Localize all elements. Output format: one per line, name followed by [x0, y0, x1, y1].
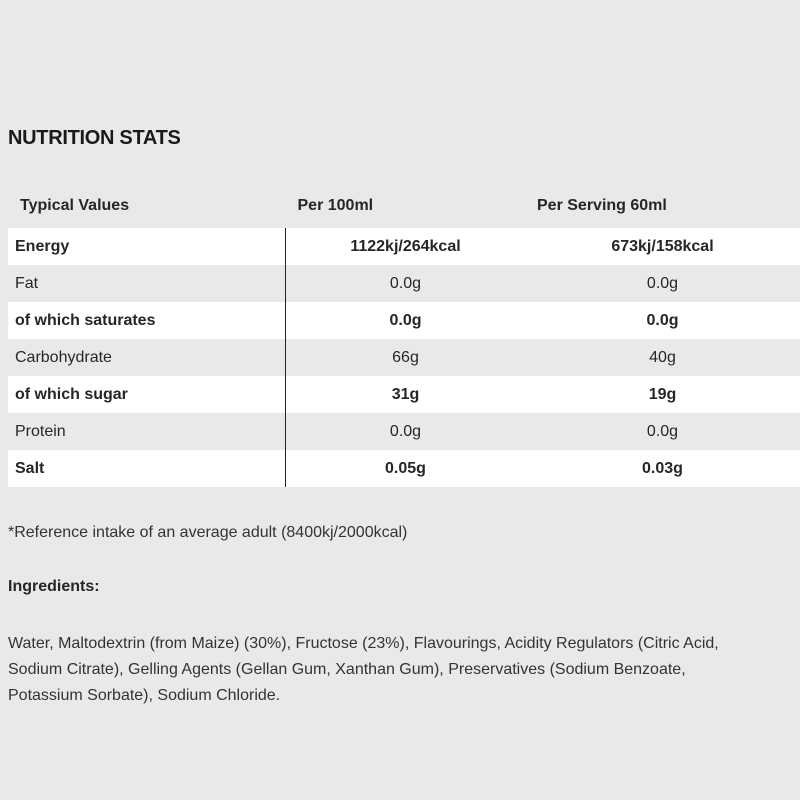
- row-per-100ml: 0.0g: [286, 302, 526, 339]
- table-row-salt: [8, 450, 800, 487]
- row-per-serving: 673kj/158kcal: [525, 228, 800, 265]
- row-per-100ml: 0.0g: [286, 413, 526, 450]
- row-per-serving: 0.0g: [525, 413, 800, 450]
- ingredients-line: Sodium Citrate), Gelling Agents (Gellan Gum, Xanthan Gum), Preservatives (Sodium Benzoate,: [8, 661, 686, 678]
- row-per-serving: 0.03g: [525, 450, 800, 487]
- header-typical-values: Typical Values: [8, 183, 286, 228]
- row-per-serving: 40g: [525, 339, 800, 376]
- row-per-100ml: 0.0g: [286, 265, 526, 302]
- table-row-sugar: [8, 376, 800, 413]
- table-header-row: [8, 183, 800, 228]
- row-label: Fat: [8, 265, 286, 302]
- row-per-100ml: 66g: [286, 339, 526, 376]
- row-per-serving: 0.0g: [525, 265, 800, 302]
- page-title: NUTRITION STATS: [8, 127, 181, 149]
- row-per-100ml: 1122kj/264kcal: [286, 228, 526, 265]
- ingredients-text: [8, 631, 800, 709]
- row-label: of which sugar: [8, 376, 286, 413]
- header-per-serving: Per Serving 60ml: [525, 183, 800, 228]
- table-row-saturates: [8, 302, 800, 339]
- row-label: Salt: [8, 450, 286, 487]
- row-per-100ml: 0.05g: [286, 450, 526, 487]
- row-per-100ml: 31g: [286, 376, 526, 413]
- nutrition-table: [8, 183, 800, 487]
- table-row-carbohydrate: [8, 339, 800, 376]
- table-row-fat: [8, 265, 800, 302]
- row-label: Carbohydrate: [8, 339, 286, 376]
- table-row-protein: [8, 413, 800, 450]
- row-label: Energy: [8, 228, 286, 265]
- row-label: Protein: [8, 413, 286, 450]
- table-row-energy: [8, 228, 800, 265]
- row-label: of which saturates: [8, 302, 286, 339]
- row-per-serving: 0.0g: [525, 302, 800, 339]
- reference-intake-note: *Reference intake of an average adult (8400kj/2000kcal): [8, 524, 408, 541]
- ingredients-heading: Ingredients:: [8, 578, 100, 595]
- header-per-100ml: Per 100ml: [286, 183, 526, 228]
- ingredients-line: Potassium Sorbate), Sodium Chloride.: [8, 687, 281, 704]
- row-per-serving: 19g: [525, 376, 800, 413]
- ingredients-line: Water, Maltodextrin (from Maize) (30%), Fructose (23%), Flavourings, Acidity Regulators (Citric Acid,: [8, 635, 719, 652]
